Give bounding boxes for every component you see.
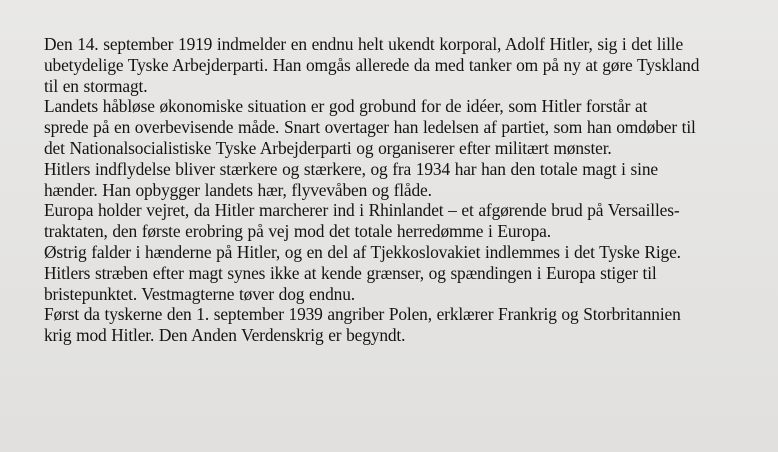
text-line: krig mod Hitler. Den Anden Verdenskrig er begyndt. <box>44 325 406 346</box>
text-line: Først da tyskerne den 1. september 1939 angriber Polen, erklærer Frankrig og Storbritannien <box>44 304 681 325</box>
text-line: det Nationalsocialistiske Tyske Arbejderparti og organiserer efter militært mønster. <box>44 137 612 158</box>
text-line: Landets håbløse økonomiske situation er god grobund for de idéer, som Hitler forstår at <box>44 96 648 117</box>
text-line: bristepunktet. Vestmagterne tøver dog endnu. <box>44 283 355 304</box>
text-line: traktaten, den første erobring på vej mod det totale herredømme i Europa. <box>44 221 551 242</box>
text-line: Hitlers stræben efter magt synes ikke at kende grænser, og spændingen i Europa stiger til <box>44 262 657 283</box>
text-line: Europa holder vejret, da Hitler marcherer ind i Rhinlandet – et afgørende brud på Versailles- <box>44 200 680 221</box>
text-line: Den 14. september 1919 indmelder en endnu helt ukendt korporal, Adolf Hitler, sig i det lille <box>44 34 684 54</box>
text-line: hænder. Han opbygger landets hær, flyvevåben og flåde. <box>44 179 432 200</box>
text-line: til en stormagt. <box>44 75 148 96</box>
document-text <box>44 34 764 346</box>
text-line: Hitlers indflydelse bliver stærkere og stærkere, og fra 1934 har han den totale magt i sine <box>44 158 658 179</box>
text-line: sprede på en overbevisende måde. Snart overtager han ledelsen af partiet, som han omdøber til <box>44 117 696 138</box>
text-line: ubetydelige Tyske Arbejderparti. Han omgås allerede da med tanker om på ny at gøre Tyskland <box>44 54 700 75</box>
text-line: Østrig falder i hænderne på Hitler, og en del af Tjekkoslovakiet indlemmes i det Tyske Rige. <box>44 241 681 262</box>
